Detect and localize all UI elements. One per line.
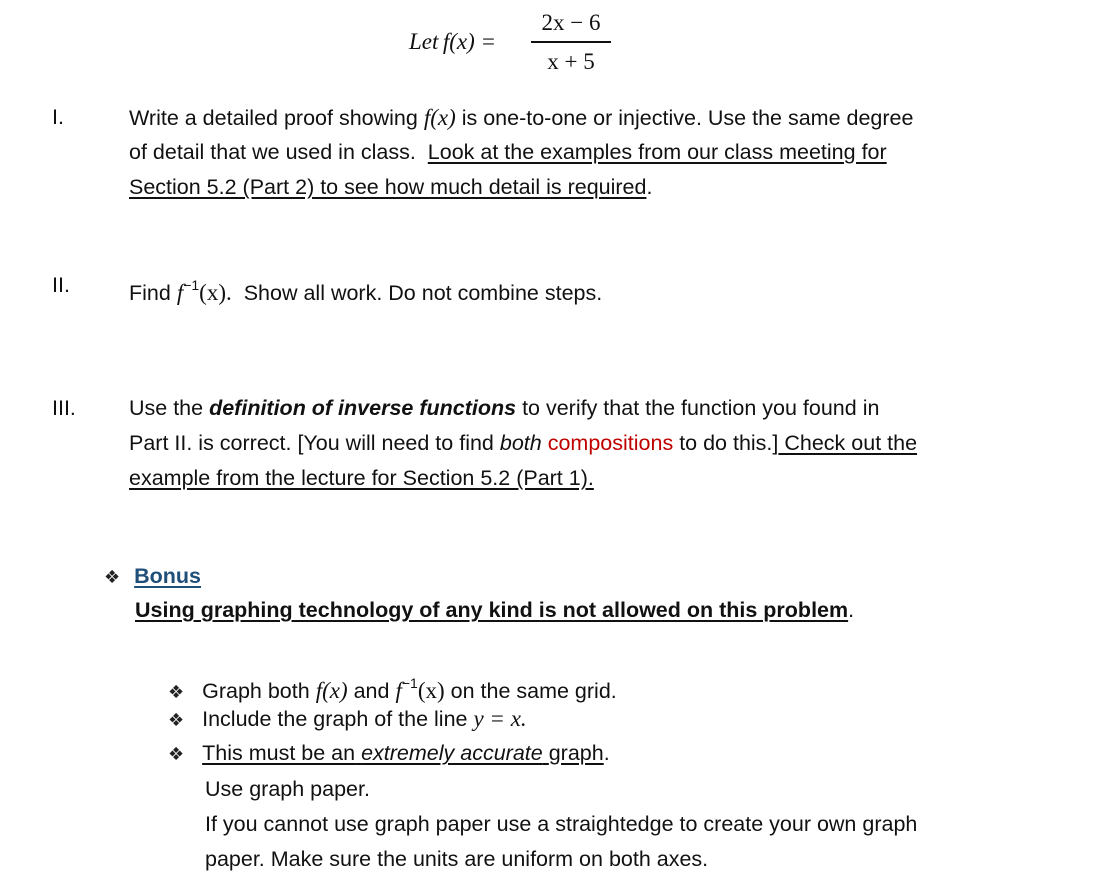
problem-1-line-3 <box>129 170 652 205</box>
text: . <box>646 175 653 199</box>
problem-1-line-2 <box>129 135 887 170</box>
text: of detail that we used in class. <box>129 140 416 164</box>
compositions-highlight: compositions <box>547 431 674 455</box>
section-5-2-part-2-link[interactable]: Section 5.2 (Part 2) to see how much detail is required <box>129 175 647 199</box>
text: Graph both <box>202 679 310 703</box>
text: to verify that the function you found in <box>522 396 880 420</box>
function-name: f(x) = <box>442 29 497 54</box>
text: Part II. is correct. [You will need to find <box>129 431 494 455</box>
problem-3-line-2 <box>129 426 917 461</box>
text: Find <box>129 281 171 305</box>
emphasis-definition: definition of inverse functions <box>209 396 517 420</box>
text: Include the graph of the line <box>202 707 468 731</box>
text: Write a detailed proof showing <box>129 106 418 130</box>
text: is one-to-one or injective. Use the same degree <box>461 106 914 130</box>
problem-1-numeral: I. <box>52 105 64 129</box>
fraction-bar <box>531 41 611 43</box>
problem-2-numeral: II. <box>52 273 70 297</box>
function-definition <box>409 29 496 55</box>
problem-3-line-1 <box>129 391 879 426</box>
lecture-example-link[interactable]: Check out the <box>778 431 918 455</box>
math-fx: f(x) <box>423 105 456 130</box>
bonus-extra-1: Use graph paper. <box>205 777 370 801</box>
bonus-extra-2: If you cannot use graph paper use a straightedge to create your own graph <box>205 812 918 836</box>
bonus-title: Bonus <box>134 564 202 588</box>
diamond-bullet-icon: ❖ <box>104 567 121 587</box>
text: to do this.] <box>679 431 779 455</box>
text: on the same grid. <box>450 679 617 703</box>
let-text: Let <box>409 29 439 54</box>
accuracy-requirement: This must be an extremely accurate graph <box>202 741 604 765</box>
math-fx: f(x) <box>315 678 348 703</box>
section-5-2-part-1-link[interactable]: example from the lecture for Section 5.2 (Part 1). <box>129 466 594 490</box>
numerator: 2x − 6 <box>541 10 601 35</box>
math-x: (x). <box>199 280 232 305</box>
warning-text: Using graphing technology of any kind is not allowed on this problem <box>135 598 849 622</box>
problem-3-line-3 <box>129 461 594 496</box>
diamond-bullet-icon: ❖ <box>168 744 185 764</box>
diamond-bullet-icon: ❖ <box>168 682 185 702</box>
problem-2-line <box>129 268 602 311</box>
bonus-item-2 <box>168 701 527 738</box>
math-y-equals-x: y = x. <box>473 706 527 731</box>
math-f: f <box>176 280 184 305</box>
fraction <box>531 8 611 77</box>
diamond-bullet-icon: ❖ <box>168 710 185 730</box>
bonus-header <box>104 559 201 595</box>
text: . <box>848 598 855 622</box>
emphasis-both: both <box>499 431 542 455</box>
text: Use the <box>129 396 204 420</box>
math-f: f <box>395 678 402 703</box>
denominator: x + 5 <box>547 48 595 74</box>
text: . <box>603 741 610 765</box>
problem-1-line-1 <box>129 100 913 136</box>
superscript: −1 <box>183 277 200 293</box>
superscript: −1 <box>401 675 418 691</box>
text: Show all work. Do not combine steps. <box>243 281 603 305</box>
problem-3-numeral: III. <box>52 396 76 420</box>
math-x: (x) <box>417 678 445 703</box>
bonus-extra-3: paper. Make sure the units are uniform on both axes. <box>205 847 709 871</box>
bonus-warning <box>135 593 854 628</box>
bonus-item-3 <box>168 736 610 772</box>
class-examples-link[interactable]: Look at the examples from our class meeting for <box>427 140 887 164</box>
text: and <box>353 679 390 703</box>
